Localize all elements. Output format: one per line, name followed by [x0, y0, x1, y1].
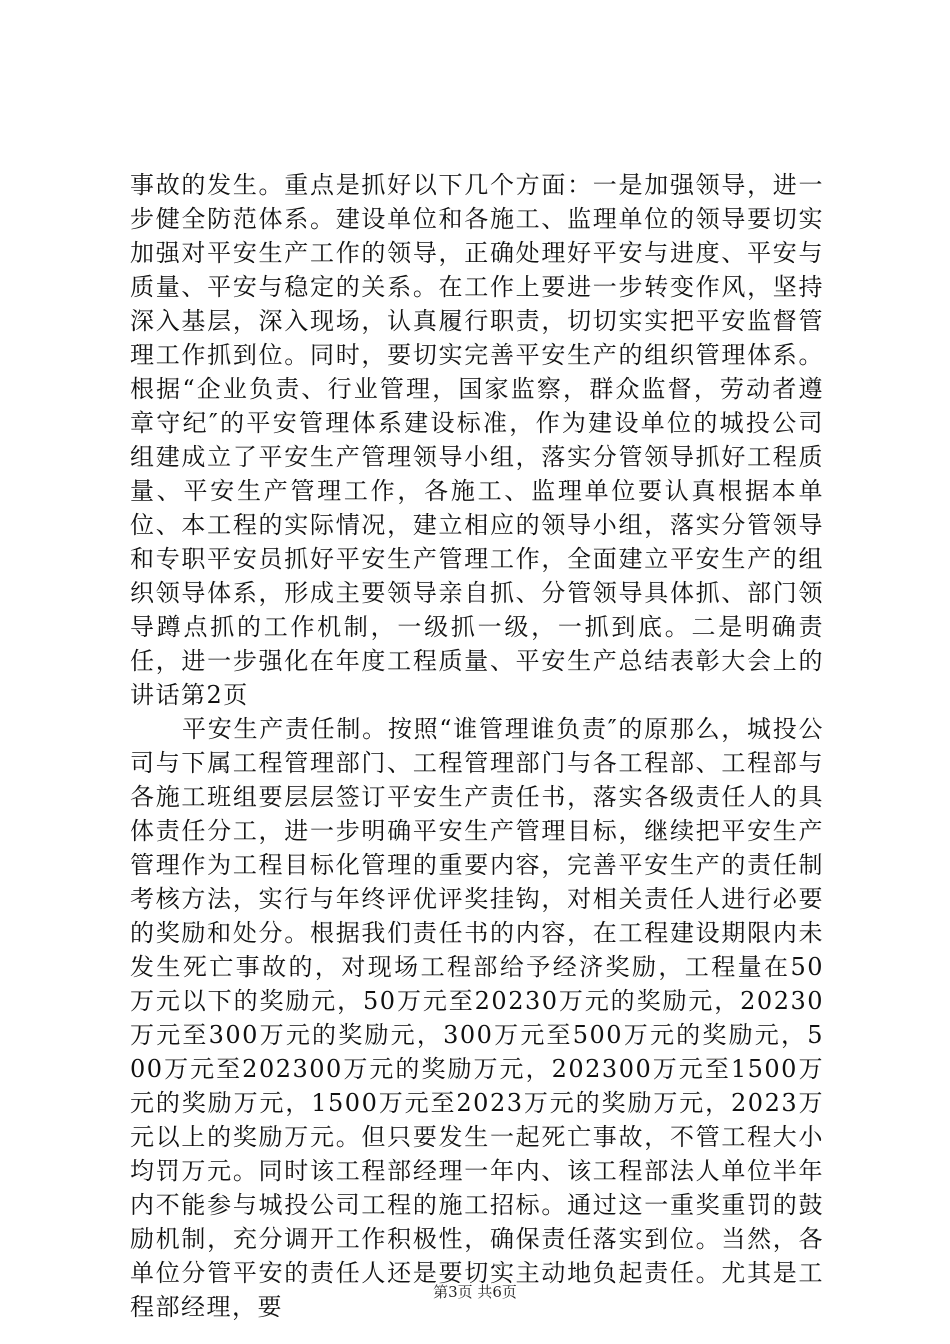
page-number-footer: 第3页 共6页 [433, 1283, 517, 1301]
document-body [130, 168, 824, 1324]
paragraph-continuation: 事故的发生。重点是抓好以下几个方面：一是加强领导，进一步健全防范体系。建设单位和各施工、监理单位的领导要切实加强对平安生产工作的领导，正确处理好平安与进度、平安与质量、平安与稳定的关系。在工作上要进一步转变作风，坚持深入基层，深入现场，认真履行职责，切切实实把平安监督管理工作抓到位。同时，要切实完善平安生产的组织管理体系。根据“企业负责、行业管理，国家监察，群众监督，劳动者遵章守纪″的平安管理体系建设标准，作为建设单位的城投公司组建成立了平安生产管理领导小组，落实分管领导抓好工程质量、平安生产管理工作，各施工、监理单位要认真根据本单位、本工程的实际情况，建立相应的领导小组，落实分管领导和专职平安员抓好平安生产管理工作，全面建立平安生产的组织领导体系，形成主要领导亲自抓、分管领导具体抓、部门领导蹲点抓的工作机制，一级抓一级，一抓到底。二是明确责任，进一步强化在年度工程质量、平安生产总结表彰大会上的讲话第2页 [130, 171, 824, 709]
paragraph-responsibility: 平安生产责任制。按照“谁管理谁负责″的原那么，城投公司与下属工程管理部门、工程管理部门与各工程部、工程部与各施工班组要层层签订平安生产责任书，落实各级责任人的具体责任分工，进一步明确平安生产管理目标，继续把平安生产管理作为工程目标化管理的重要内容，完善平安生产的责任制考核方法，实行与年终评优评奖挂钩，对相关责任人进行必要的奖励和处分。根据我们责任书的内容，在工程建设期限内未发生死亡事故的，对现场工程部给予经济奖励，工程量在50万元以下的奖励元，50万元至20230万元的奖励元，20230万元至300万元的奖励元，300万元至500万元的奖励元，500万元至202300万元的奖励万元，202300万元至1500万元的奖励万元，1500万元至2023万元的奖励万元，2023万元以上的奖励万元。但只要发生一起死亡事故，不管工程大小均罚万元。同时该工程部经理一年内、该工程部法人单位半年内不能参与城投公司工程的施工招标。通过这一重奖重罚的鼓励机制，充分调开工作积极性，确保责任落实到位。当然，各单位分管平安的责任人还是要切实主动地负起责任。尤其是工程部经理，要 [130, 715, 824, 1321]
